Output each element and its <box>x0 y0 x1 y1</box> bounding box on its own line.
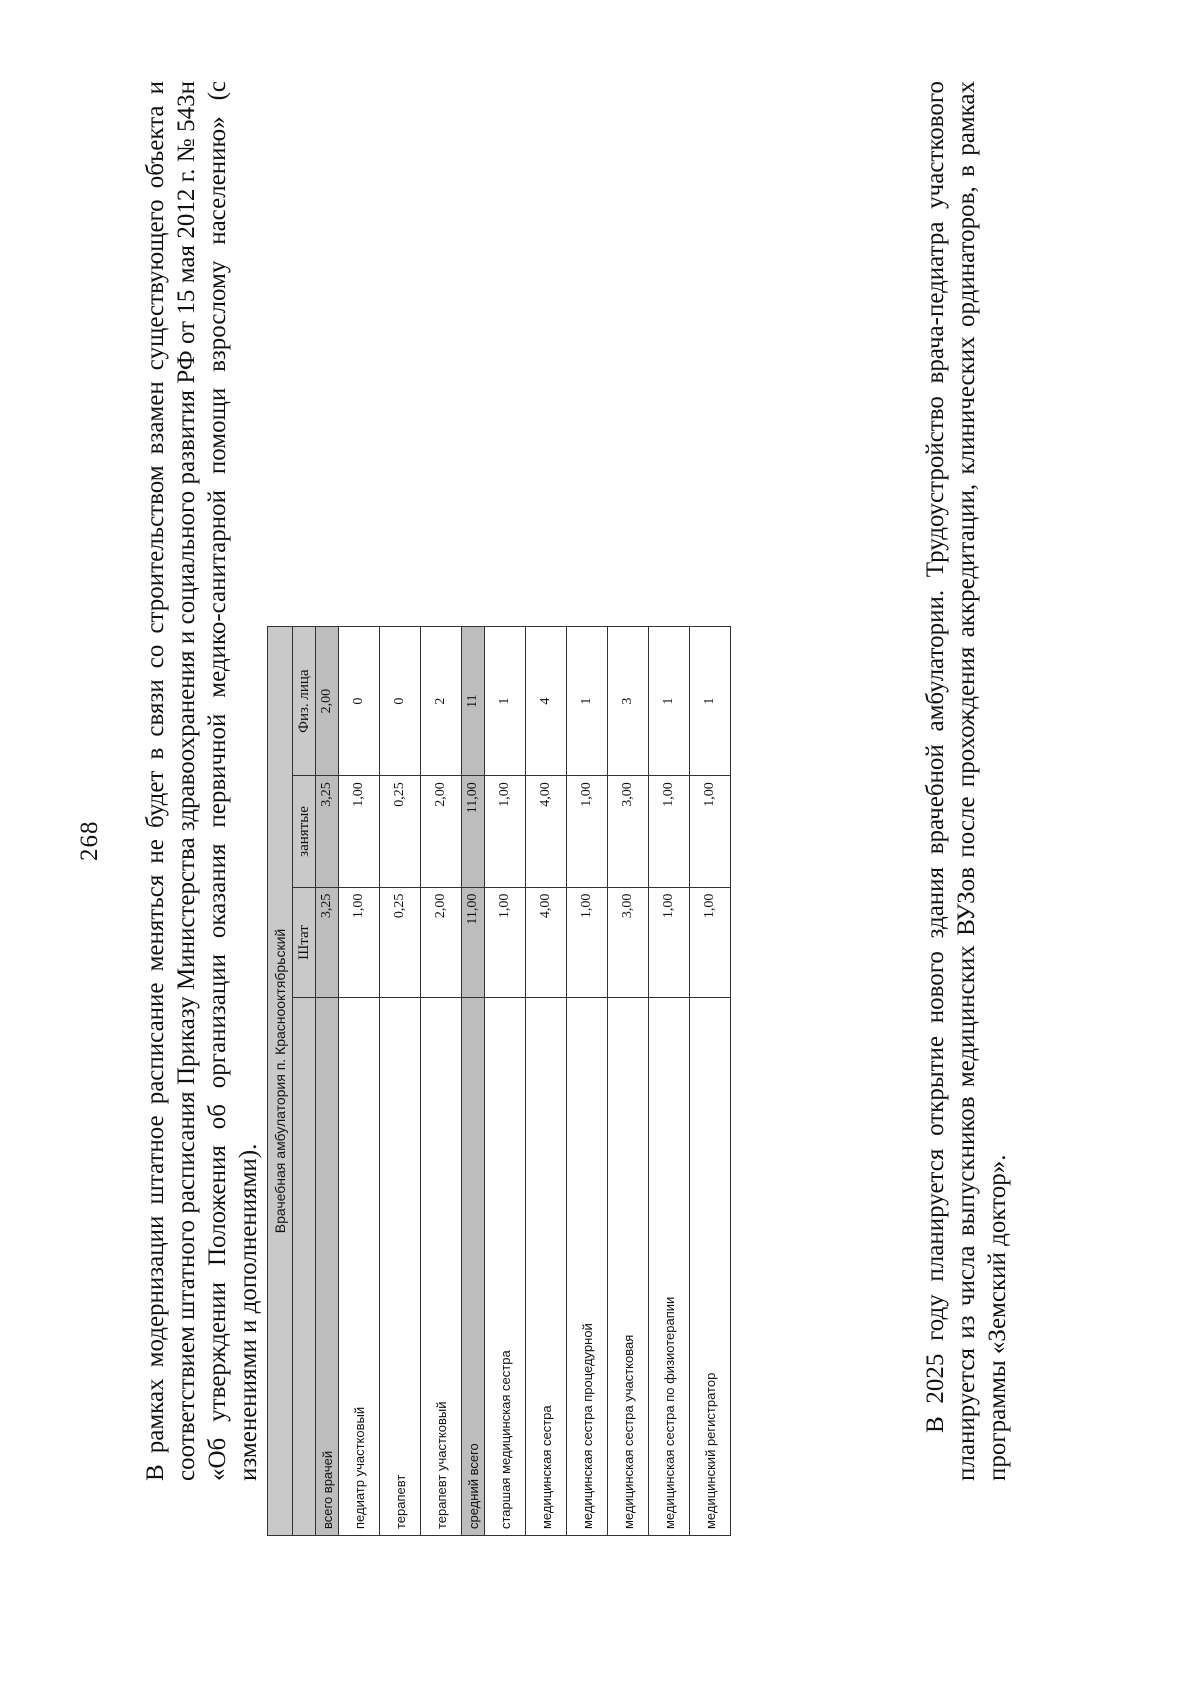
row-label: медицинская сестра по физиотерапии <box>649 998 690 1536</box>
row-label: медицинская сестра участковая <box>608 998 649 1536</box>
cell-fiz: 4 <box>526 627 567 776</box>
cell-zanyatye: 2,00 <box>421 776 462 887</box>
cell-shtat: 1,00 <box>690 887 731 998</box>
table-header-row <box>293 627 316 1536</box>
cell-shtat: 1,00 <box>339 887 380 998</box>
table-row <box>316 627 339 1536</box>
paragraph-plan-2025: В 2025 году планируется открытие нового здания врачебной амбулатории. Трудоустройство врача-педиатра участкового планируется из числа выпускников медицинских ВУЗов после прохождения аккредитации, клинических ординаторов, в рамках программы «Земский доктор». <box>922 81 1011 1481</box>
cell-shtat: 3,25 <box>316 887 339 998</box>
header-label-cell <box>293 998 316 1536</box>
table-row <box>485 627 526 1536</box>
cell-zanyatye: 3,25 <box>316 776 339 887</box>
cell-shtat: 1,00 <box>485 887 526 998</box>
header-shtat: Штат <box>293 887 316 998</box>
cell-zanyatye: 1,00 <box>649 776 690 887</box>
table-row <box>608 627 649 1536</box>
cell-fiz: 2 <box>421 627 462 776</box>
row-label: средний всего <box>462 998 485 1536</box>
cell-zanyatye: 1,00 <box>567 776 608 887</box>
cell-shtat: 0,25 <box>380 887 421 998</box>
row-label: медицинский регистратор <box>690 998 731 1536</box>
table-row <box>690 627 731 1536</box>
cell-zanyatye: 1,00 <box>485 776 526 887</box>
cell-fiz: 11 <box>462 627 485 776</box>
paragraph-intro: В рамках модернизации штатное расписание меняться не будет в связи со строительством взамен существующего объекта и соответствием штатного расписания Приказу Министерства здравоохранения и социального развития РФ от 15 мая 2012 г. № 543н «Об утверждении Положения об организации оказания первичной медико-санитарной помощи взрослому населению» (с изменениями и дополнениями). <box>142 81 262 1481</box>
cell-shtat: 11,00 <box>462 887 485 998</box>
cell-zanyatye: 3,00 <box>608 776 649 887</box>
table-row <box>526 627 567 1536</box>
cell-fiz: 1 <box>690 627 731 776</box>
table-row <box>339 627 380 1536</box>
cell-zanyatye: 0,25 <box>380 776 421 887</box>
cell-shtat: 4,00 <box>526 887 567 998</box>
row-label: всего врачей <box>316 998 339 1536</box>
row-label: педиатр участковый <box>339 998 380 1536</box>
table-title-row <box>268 627 293 1536</box>
cell-shtat: 1,00 <box>567 887 608 998</box>
table-row <box>380 627 421 1536</box>
cell-zanyatye: 4,00 <box>526 776 567 887</box>
cell-fiz: 2,00 <box>316 627 339 776</box>
row-label: терапевт участковый <box>421 998 462 1536</box>
table-row <box>649 627 690 1536</box>
cell-zanyatye: 1,00 <box>690 776 731 887</box>
cell-zanyatye: 1,00 <box>339 776 380 887</box>
row-label: медицинская сестра <box>526 998 567 1536</box>
cell-fiz: 1 <box>649 627 690 776</box>
staff-table <box>267 626 731 1536</box>
row-label: старшая медицинская сестра <box>485 998 526 1536</box>
table-row <box>421 627 462 1536</box>
cell-zanyatye: 11,00 <box>462 776 485 887</box>
cell-fiz: 0 <box>380 627 421 776</box>
cell-fiz: 0 <box>339 627 380 776</box>
page-number: 268 <box>76 820 103 861</box>
header-fiz: Физ. лица <box>293 627 316 776</box>
row-label: медицинская сестра процедурной <box>567 998 608 1536</box>
cell-shtat: 2,00 <box>421 887 462 998</box>
cell-shtat: 3,00 <box>608 887 649 998</box>
table-row <box>462 627 485 1536</box>
header-zanyatye: занятые <box>293 776 316 887</box>
table-row <box>567 627 608 1536</box>
cell-fiz: 1 <box>567 627 608 776</box>
cell-shtat: 1,00 <box>649 887 690 998</box>
cell-fiz: 3 <box>608 627 649 776</box>
table-title: Врачебная амбулатория п. Краснооктябрьский <box>268 627 293 1536</box>
row-label: терапевт <box>380 998 421 1536</box>
table-body <box>316 627 731 1536</box>
cell-fiz: 1 <box>485 627 526 776</box>
